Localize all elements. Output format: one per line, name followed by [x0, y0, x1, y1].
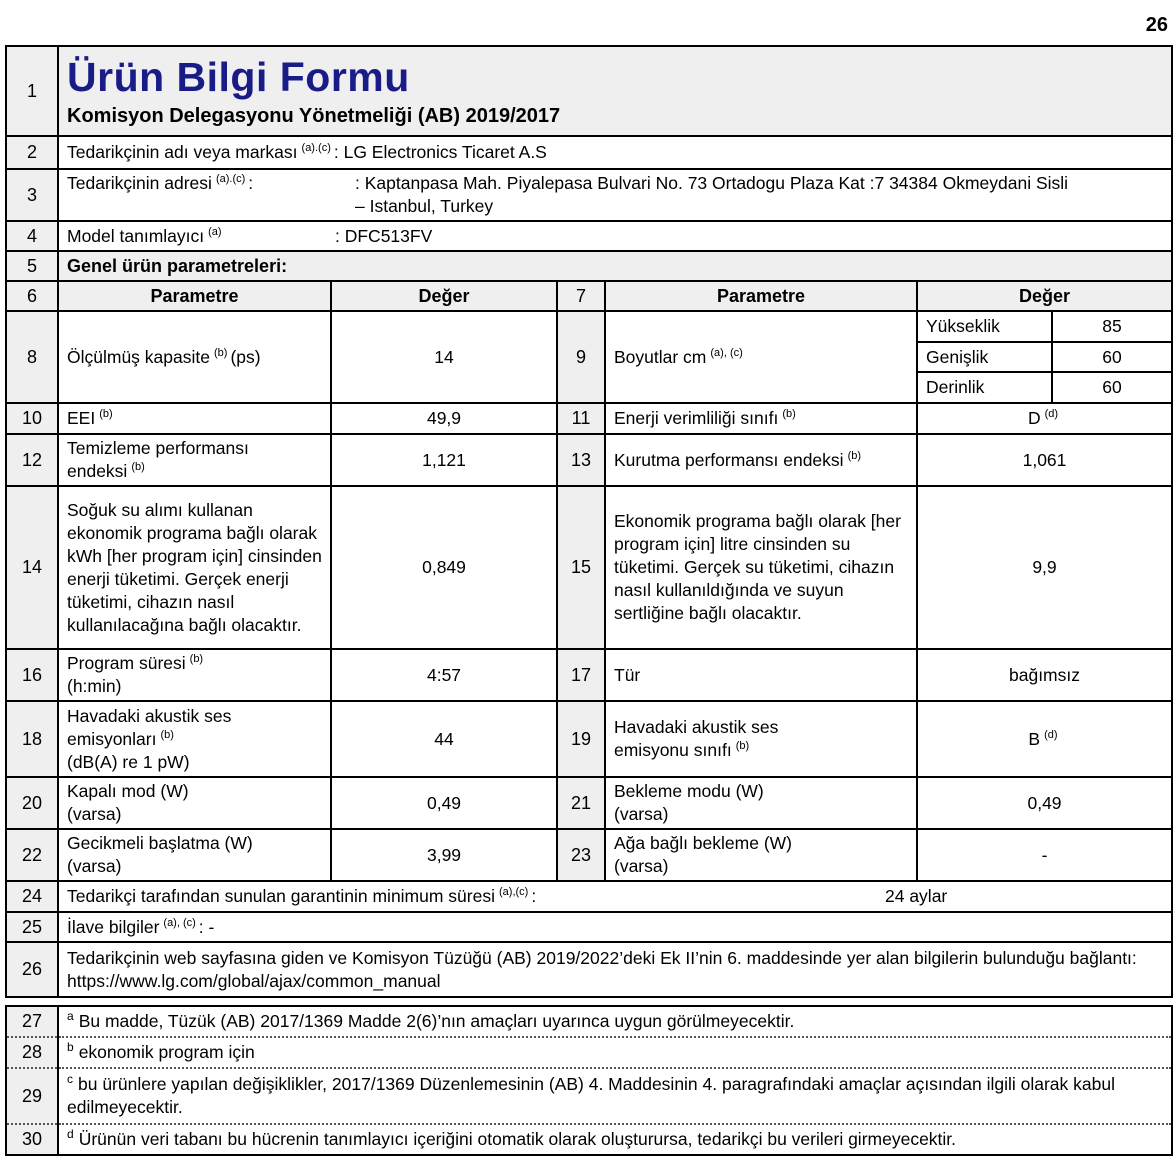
row-5: [6, 251, 1172, 281]
row-25-number: 25: [6, 912, 58, 942]
colon: :: [531, 886, 537, 906]
additional-info-cell: [58, 912, 1172, 942]
row-3: [6, 169, 1172, 221]
drying-index-value: 1,061: [917, 434, 1172, 486]
row-14-number: 14: [6, 486, 58, 649]
row-12-13: [6, 434, 1172, 486]
row-6-number: 6: [6, 281, 58, 311]
energy-consumption-value: 0,849: [331, 486, 557, 649]
standby-mode-value: 0,49: [917, 777, 1172, 829]
model-identifier-label: Model tanımlayıcı: [67, 225, 205, 246]
row-12-number: 12: [6, 434, 58, 486]
row-23-number: 23: [557, 829, 605, 881]
row-9-number: 9: [557, 311, 605, 403]
row-16-number: 16: [6, 649, 58, 701]
row-11-number: 11: [557, 403, 605, 434]
footnote-b-text: ekonomik program için: [78, 1042, 255, 1062]
footnote-ref: (b): [99, 408, 113, 421]
row-18-number: 18: [6, 701, 58, 777]
row-26: [6, 942, 1172, 997]
drying-index-label: Kurutma performansı endeksi: [614, 449, 844, 470]
row-5-number: 5: [6, 251, 58, 281]
eei-value: 49,9: [331, 403, 557, 434]
dimension-height-value: 85: [1052, 311, 1172, 342]
programme-duration-label-cell: [58, 649, 331, 701]
footnote-ref: (b): [847, 449, 862, 462]
standby-mode-label-cell: [605, 777, 917, 829]
noise-class-value-cell: [917, 701, 1172, 777]
dimensions-label-cell: [605, 311, 917, 403]
footnote-ref: (a).(c): [301, 142, 331, 155]
eei-label-cell: [58, 403, 331, 434]
noise-class-line1: Havadaki akustik ses: [614, 717, 779, 737]
footnote-ref: (b): [782, 408, 796, 421]
footnote-ref: (a), (c): [710, 346, 743, 359]
row-6-7: [6, 281, 1172, 311]
supplier-name-label: Tedarikçinin adı veya markası: [67, 142, 298, 162]
product-info-table: [5, 45, 1173, 998]
cleaning-index-label: Temizleme performansı endeksi: [67, 438, 249, 481]
energy-consumption-label: Soğuk su alımı kullanan ekonomik programa bağlı olarak kWh [her program için] cinsinden enerji tüketimi. Gerçek enerji tüketimi, cihazın nasıl kullanılacağına bağlı olacaktır.: [58, 486, 331, 649]
row-29-number: 29: [6, 1068, 58, 1124]
col-header-parametre-right: Parametre: [605, 281, 917, 311]
document-subtitle: Komisyon Delegasyonu Yönetmeliği (AB) 2019/2017: [67, 105, 561, 127]
networked-standby-label-cell: [605, 829, 917, 881]
dimension-depth-value: 60: [1052, 372, 1172, 403]
row-24: [6, 881, 1172, 912]
model-identifier-cell: [58, 221, 1172, 251]
row-20-21: [6, 777, 1172, 829]
programme-duration-value: 4:57: [331, 649, 557, 701]
standby-mode-label: Bekleme modu (W): [614, 781, 764, 801]
programme-duration-label: Program süresi: [67, 653, 186, 673]
colon: :: [248, 173, 254, 193]
cleaning-index-label-cell: [58, 434, 331, 486]
rated-capacity-unit: (ps): [230, 346, 261, 367]
row-10-11: [6, 403, 1172, 434]
noise-emission-line2: emisyonları: [67, 728, 157, 749]
delay-start-note: (varsa): [67, 856, 122, 876]
row-8-number: 8: [6, 311, 58, 403]
networked-standby-note: (varsa): [614, 856, 669, 876]
footnote-c-marker: c: [67, 1072, 73, 1087]
footnote-ref: (a), (c): [163, 916, 196, 929]
guarantee-label: Tedarikçi tarafından sunulan garantinin minimum süresi: [67, 886, 495, 906]
row-1: [6, 46, 1172, 136]
dimension-depth-label: Derinlik: [917, 372, 1052, 403]
off-mode-value: 0,49: [331, 777, 557, 829]
cleaning-index-value: 1,121: [331, 434, 557, 486]
standby-mode-note: (varsa): [614, 804, 669, 824]
row-27: [6, 1006, 1172, 1037]
guarantee-value: 24 aylar: [885, 886, 948, 906]
guarantee-cell: [58, 881, 1172, 912]
footnote-ref: (a): [208, 225, 222, 238]
col-header-deger-right: Değer: [917, 281, 1172, 311]
delay-start-label-cell: [58, 829, 331, 881]
row-17-number: 17: [557, 649, 605, 701]
additional-info-label: İlave bilgiler: [67, 916, 160, 937]
footnote-ref: (b): [213, 346, 228, 359]
type-value: bağımsız: [917, 649, 1172, 701]
row-26-number: 26: [6, 942, 58, 997]
footnote-b-cell: [58, 1037, 1172, 1068]
noise-emission-unit: (dB(A) re 1 pW): [67, 751, 190, 772]
row-22-23: [6, 829, 1172, 881]
noise-emission-line1: Havadaki akustik ses: [67, 705, 232, 726]
row-18-19: [6, 701, 1172, 777]
row-20-number: 20: [6, 777, 58, 829]
supplier-address-cell: [58, 169, 1172, 221]
row-24-number: 24: [6, 881, 58, 912]
row-29: [6, 1068, 1172, 1124]
dimensions-label: Boyutlar cm: [614, 346, 707, 367]
energy-class-label-cell: [605, 403, 917, 434]
off-mode-label-cell: [58, 777, 331, 829]
networked-standby-value: -: [917, 829, 1172, 881]
noise-class-label-cell: [605, 701, 917, 777]
row-15-number: 15: [557, 486, 605, 649]
row-10-number: 10: [6, 403, 58, 434]
footnote-ref: (b): [131, 461, 145, 474]
model-identifier-value: : DFC513FV: [335, 225, 433, 246]
dimension-height-label: Yükseklik: [917, 311, 1052, 342]
footnote-ref: (b): [735, 740, 750, 753]
supplier-address-value: [355, 172, 1163, 218]
supplier-name-cell: [58, 136, 1172, 169]
footnote-a-marker: a: [67, 1009, 74, 1024]
page-number: 26: [1145, 14, 1168, 36]
noise-emission-value: 44: [331, 701, 557, 777]
delay-start-value: 3,99: [331, 829, 557, 881]
row-2: [6, 136, 1172, 169]
row-4-number: 4: [6, 221, 58, 251]
row-28-number: 28: [6, 1037, 58, 1068]
footnotes-table: [5, 1005, 1173, 1156]
rated-capacity-label-cell: [58, 311, 331, 403]
additional-info-value: : -: [198, 916, 215, 937]
footnote-d-cell: [58, 1124, 1172, 1155]
energy-class-value-cell: [917, 403, 1172, 434]
delay-start-label: Gecikmeli başlatma (W): [67, 833, 253, 853]
energy-class-label: Enerji verimliliği sınıfı: [614, 408, 779, 428]
row-30-number: 30: [6, 1124, 58, 1155]
water-consumption-value: 9,9: [917, 486, 1172, 649]
supplier-address-label: Tedarikçinin adresi: [67, 173, 212, 193]
programme-duration-unit: (h:min): [67, 676, 122, 696]
row-22-number: 22: [6, 829, 58, 881]
noise-class-line2: emisyonu sınıfı: [614, 740, 732, 760]
row-14-15: [6, 486, 1172, 649]
row-13-number: 13: [557, 434, 605, 486]
noise-emission-label-cell: [58, 701, 331, 777]
row-30: [6, 1124, 1172, 1155]
footnote-ref: (a),(c): [499, 886, 529, 899]
address-line-1: : Kaptanpasa Mah. Piyalepasa Bulvari No. 73 Ortadogu Plaza Kat :7 34384 Okmeydani Sisli: [355, 173, 1069, 193]
row-19-number: 19: [557, 701, 605, 777]
eei-label: EEI: [67, 408, 96, 428]
dimension-width-label: Genişlik: [917, 342, 1052, 372]
footnote-ref: (b): [189, 653, 204, 666]
footnote-a-text: Bu madde, Tüzük (AB) 2017/1369 Madde 2(6)’nın amaçları uyarınca uygun görülmeyecektir.: [78, 1011, 795, 1031]
row-8-9a: [6, 311, 1172, 342]
document-title: Ürün Bilgi Formu: [67, 54, 410, 100]
footnote-b-marker: b: [67, 1040, 74, 1055]
footnote-d-text: Ürünün veri tabanı bu hücrenin tanımlayıcı içeriğini otomatik olarak oluşturursa, tedarikçi bu verileri girmeyecektir.: [78, 1129, 957, 1149]
row-27-number: 27: [6, 1006, 58, 1037]
footnote-c-cell: [58, 1068, 1172, 1124]
col-header-deger-left: Değer: [331, 281, 557, 311]
section-header: Genel ürün parametreleri:: [58, 251, 1172, 281]
row-2-number: 2: [6, 136, 58, 169]
energy-class-value: D: [1027, 408, 1041, 428]
footnote-ref: (b): [160, 728, 174, 741]
row-4: [6, 221, 1172, 251]
footnote-c-text: bu ürünlere yapılan değişiklikler, 2017/1369 Düzenlemesinin (AB) 4. Maddesinin 4. paragrafındaki amaçlar açısından ilgili olarak kabul edilmeyecektir.: [67, 1074, 1115, 1117]
type-label: Tür: [605, 649, 917, 701]
footnote-a-cell: [58, 1006, 1172, 1037]
row-25: [6, 912, 1172, 942]
row-21-number: 21: [557, 777, 605, 829]
footnote-ref: (d): [1044, 728, 1058, 741]
col-header-parametre-left: Parametre: [58, 281, 331, 311]
address-line-2: – Istanbul, Turkey: [355, 196, 494, 216]
rated-capacity-label: Ölçülmüş kapasite: [67, 346, 210, 367]
website-link-text: Tedarikçinin web sayfasına giden ve Komisyon Tüzüğü (AB) 2019/2022’deki Ek II’nin 6. maddesinde yer alan bilgilerin bulunduğu bağlantı: https://www.lg.com/global/ajax/common_manual: [58, 942, 1172, 997]
water-consumption-label: Ekonomik programa bağlı olarak [her program için] litre cinsinden su tüketimi. Gerçek su tüketimi, cihazın nasıl kullanıldığında ve suyun sertliğine bağlı olacaktır.: [605, 486, 917, 649]
row-7-number: 7: [557, 281, 605, 311]
footnote-d-marker: d: [67, 1127, 74, 1142]
row-3-number: 3: [6, 169, 58, 221]
networked-standby-label: Ağa bağlı bekleme (W): [614, 833, 792, 853]
row-1-number: 1: [6, 46, 58, 136]
footnote-ref: (d): [1044, 408, 1059, 421]
footnote-ref: (a).(c): [215, 173, 246, 186]
off-mode-note: (varsa): [67, 804, 122, 824]
row-28: [6, 1037, 1172, 1068]
noise-class-value: B: [1028, 728, 1041, 749]
dimension-width-value: 60: [1052, 342, 1172, 372]
row-16-17: [6, 649, 1172, 701]
rated-capacity-value: 14: [331, 311, 557, 403]
off-mode-label: Kapalı mod (W): [67, 781, 189, 801]
drying-index-label-cell: [605, 434, 917, 486]
supplier-name-value: : LG Electronics Ticaret A.S: [333, 142, 547, 162]
